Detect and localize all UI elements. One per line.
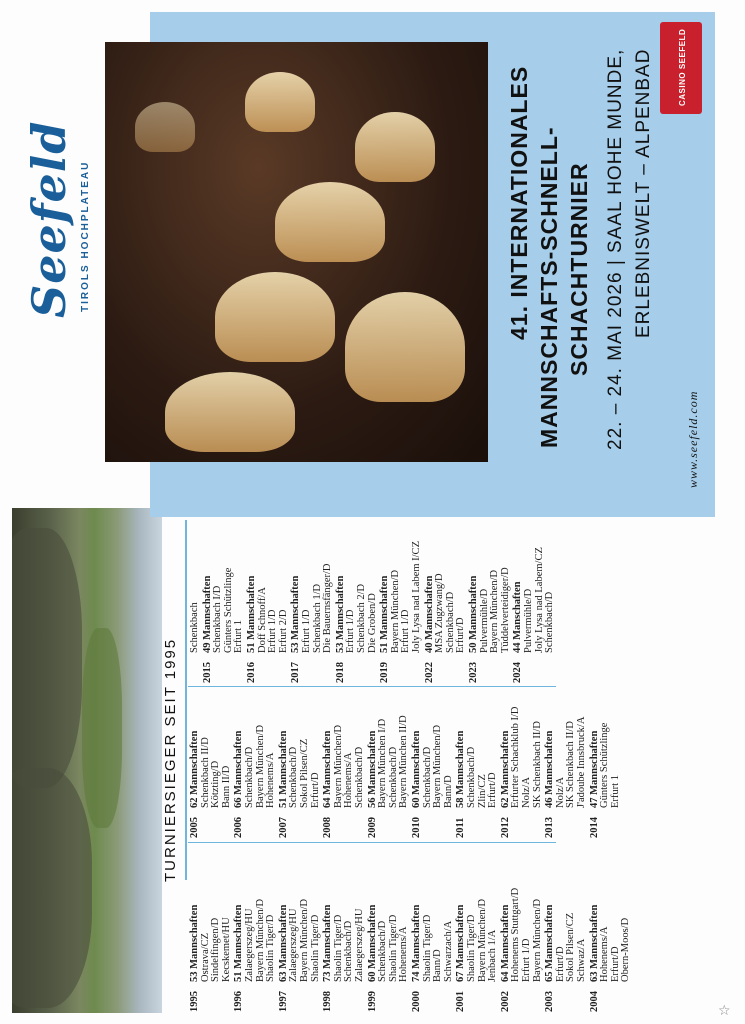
team-name: Nolz/A bbox=[554, 777, 566, 808]
team-count: 67 Mannschaften bbox=[455, 904, 467, 982]
team-count: 60 Mannschaften bbox=[366, 904, 378, 982]
winner-year: 2004 bbox=[588, 991, 600, 1012]
team-name: Schwaz/A bbox=[575, 938, 587, 982]
team-name: Sokol Pilsen/CZ bbox=[565, 912, 577, 982]
team-name: Bayern München/D bbox=[531, 898, 543, 982]
team-name: Bayern München/D bbox=[254, 898, 266, 982]
team-name: Erfurt 1/D bbox=[520, 938, 532, 982]
team-name: Erfurt 1/D bbox=[267, 609, 279, 653]
winner-year: 2024 bbox=[512, 662, 524, 683]
team-name: Schenkbach/D bbox=[387, 746, 399, 808]
team-name: Obern-Moos/D bbox=[620, 917, 632, 982]
team-name: Shaolin Tiger/D bbox=[421, 914, 433, 982]
team-name: Schenkbach/D bbox=[465, 746, 477, 808]
team-count: 51 Mannschaften bbox=[233, 904, 245, 982]
team-name: Schenkbach/D bbox=[353, 746, 365, 808]
team-count: 62 Mannschaften bbox=[189, 730, 200, 808]
team-name: Die Groben/D bbox=[366, 593, 378, 653]
winner-year: 2003 bbox=[544, 991, 556, 1012]
winner-year: 2011 bbox=[455, 817, 467, 838]
team-name: Schenkbach/D bbox=[288, 746, 300, 808]
team-name: Doff Schnoff/A bbox=[256, 587, 268, 653]
team-name: Bann/D bbox=[432, 949, 444, 982]
winner-year: 2012 bbox=[499, 817, 511, 838]
team-name: Schenkbach/D bbox=[377, 920, 389, 982]
team-name: Pulvermühle/D bbox=[522, 588, 534, 653]
team-count: 56 Mannschaften bbox=[366, 730, 378, 808]
event-title-line-2: MANNSCHAFTS-SCHNELL- bbox=[536, 126, 562, 448]
team-name: Zalaegerszeg/HU bbox=[353, 908, 365, 982]
casino-logo-text: CASINO SEEFELD bbox=[678, 28, 687, 106]
team-name: Erfurt 1 bbox=[233, 620, 245, 653]
team-name: Nolz/A bbox=[520, 777, 532, 808]
winner-year: 2001 bbox=[455, 991, 467, 1012]
team-name: Erfurt/D bbox=[487, 772, 499, 808]
winner-year: 1998 bbox=[322, 991, 334, 1012]
winner-year: 1996 bbox=[233, 991, 245, 1012]
team-name: Bayern München/D bbox=[389, 569, 401, 653]
team-name: Sokol Pilsen/CZ bbox=[298, 738, 310, 808]
star-icon: ☆ bbox=[718, 1003, 731, 1019]
team-name: Kecskemet/HU bbox=[220, 917, 232, 982]
team-name: Tüddelverteidiger/D bbox=[499, 567, 511, 653]
team-count: 64 Mannschaften bbox=[322, 730, 334, 808]
team-name: Sindelfingen/D bbox=[210, 917, 222, 982]
winner-year: 2023 bbox=[468, 662, 479, 683]
winners-divider bbox=[185, 520, 187, 880]
team-count: 47 Mannschaften bbox=[588, 730, 600, 808]
winner-year: 2016 bbox=[246, 662, 257, 683]
team-name: Zalaegerszeg/HU bbox=[288, 908, 300, 982]
team-name: Erfurt/D bbox=[309, 772, 321, 808]
team-count: 51 Mannschaften bbox=[379, 575, 391, 653]
team-name: Shaolin Tiger/D bbox=[387, 914, 399, 982]
team-count: 74 Mannschaften bbox=[411, 904, 422, 982]
event-title-line-3: SCHACHTURNIER bbox=[566, 162, 592, 376]
team-name: Schenkbach 1/D bbox=[311, 583, 323, 653]
team-name: Joly Lysa nad Labem I/CZ bbox=[410, 541, 422, 653]
team-name: Bayern München/D bbox=[332, 724, 344, 808]
team-name: Bayern München/D bbox=[476, 898, 488, 982]
winner-year: 2022 bbox=[423, 662, 435, 683]
team-count: 49 Mannschaften bbox=[201, 575, 213, 653]
winners-column-1 bbox=[189, 847, 632, 1012]
team-name: Jenbach 1/A bbox=[487, 929, 499, 982]
team-name: Shaolin Tiger/D bbox=[309, 914, 321, 982]
team-name: Schenkbach/D bbox=[444, 591, 456, 653]
team-name: Joly Lysa nad Labem/CZ bbox=[533, 547, 545, 653]
team-name: MSA Zugzwang/D bbox=[434, 573, 446, 653]
team-name: Bayern München/D bbox=[489, 569, 501, 653]
winner-year: 2017 bbox=[290, 662, 302, 683]
winner-year: 2014 bbox=[588, 817, 600, 838]
team-name: Hohenems/A bbox=[398, 926, 410, 982]
column-divider-1 bbox=[188, 842, 556, 843]
team-name: Schenkbach/D bbox=[421, 746, 433, 808]
team-name: Bayern München I/D bbox=[377, 718, 389, 808]
seefeld-logo: Seefeld bbox=[22, 120, 76, 318]
team-name: Erfurt/D bbox=[554, 946, 566, 982]
chess-photo bbox=[105, 42, 488, 462]
team-name: Bayern München II/D bbox=[398, 715, 410, 808]
winner-year: 2015 bbox=[201, 662, 213, 683]
team-name: Hohenems/A bbox=[265, 752, 277, 808]
team-name: Zlin/CZ bbox=[476, 774, 488, 808]
landscape-photo bbox=[12, 508, 162, 1013]
casino-logo bbox=[660, 22, 702, 114]
team-name: Hohenems/A bbox=[343, 752, 355, 808]
team-count: 51 Mannschaften bbox=[277, 730, 289, 808]
team-name: Die Bauernsfänger/D bbox=[322, 563, 334, 653]
winner-year: 2002 bbox=[499, 991, 511, 1012]
team-count: 64 Mannschaften bbox=[499, 904, 511, 982]
team-name: Schenkbach bbox=[189, 602, 200, 653]
team-name: Erfurt/D bbox=[455, 617, 467, 653]
team-name: Erfurt/D bbox=[609, 946, 621, 982]
event-title-line-1: 41. INTERNATIONALES bbox=[506, 65, 532, 340]
team-name: Bayern München/D bbox=[298, 898, 310, 982]
winner-year: 2007 bbox=[277, 817, 289, 838]
event-date-line-1: 22. – 24. MAI 2026 | SAAL HOHE MUNDE, bbox=[605, 48, 626, 450]
winner-year: 2018 bbox=[334, 662, 346, 683]
team-name: Erfurt 1 bbox=[609, 775, 621, 808]
team-count: 58 Mannschaften bbox=[455, 730, 467, 808]
winner-year: 2000 bbox=[411, 991, 422, 1012]
winner-year: 2008 bbox=[322, 817, 334, 838]
website-url: www.seefeld.com bbox=[686, 390, 700, 488]
winner-year: 1999 bbox=[366, 991, 378, 1012]
team-name: Bayern München/D bbox=[432, 724, 444, 808]
team-name: Schenkbach/D bbox=[343, 920, 355, 982]
team-name: Bann II/D bbox=[220, 765, 232, 808]
team-name: Erfurt 1/D bbox=[300, 609, 312, 653]
team-name: Erfurter Schachklub I/D bbox=[510, 706, 522, 808]
team-count: 63 Mannschaften bbox=[277, 904, 289, 982]
team-name: Bayern München/D bbox=[254, 724, 266, 808]
team-name: Hohenems/A bbox=[599, 926, 611, 982]
team-name: Günters Schützlinge bbox=[599, 722, 611, 808]
team-count: 50 Mannschaften bbox=[468, 575, 479, 653]
team-name: J'adoube Innsbruck/A bbox=[575, 716, 587, 808]
team-count: 62 Mannschaften bbox=[499, 730, 511, 808]
team-count: 46 Mannschaften bbox=[544, 730, 556, 808]
winner-year: 2009 bbox=[366, 817, 378, 838]
winner-year: 2010 bbox=[411, 817, 422, 838]
team-name: Schwarzach/A bbox=[442, 920, 454, 982]
team-name: Shaolin Tiger/D bbox=[332, 914, 344, 982]
team-count: 66 Mannschaften bbox=[233, 730, 245, 808]
team-name: Schenkbach I/D bbox=[212, 585, 224, 653]
team-name: Bann/D bbox=[442, 775, 454, 808]
winner-year: 1997 bbox=[277, 991, 289, 1012]
team-count: 53 Mannschaften bbox=[334, 575, 346, 653]
team-count: 65 Mannschaften bbox=[544, 904, 556, 982]
team-name: Erfurt 1/D bbox=[345, 609, 357, 653]
team-count: 40 Mannschaften bbox=[423, 575, 435, 653]
team-count: 63 Mannschaften bbox=[588, 904, 600, 982]
team-name: Kötzting/D bbox=[210, 760, 222, 808]
column-divider-2 bbox=[188, 686, 556, 687]
team-count: 60 Mannschaften bbox=[411, 730, 422, 808]
team-count: 73 Mannschaften bbox=[322, 904, 334, 982]
team-name: Shaolin Tiger/D bbox=[265, 914, 277, 982]
winner-year: 2013 bbox=[544, 817, 556, 838]
team-name: Hohenems Stuttgart/D bbox=[510, 887, 522, 982]
team-name: Zalaegerszeg/HU bbox=[243, 908, 255, 982]
winner-year: 2005 bbox=[189, 817, 200, 838]
team-name: Schenkbach/D bbox=[243, 746, 255, 808]
winner-year: 2019 bbox=[379, 662, 391, 683]
team-count: 53 Mannschaften bbox=[189, 904, 200, 982]
event-date-line-2: ERLEBNISWELT – ALPENBAD bbox=[633, 48, 654, 338]
seefeld-tagline: TIROLS HOCHPLATEAU bbox=[80, 160, 91, 312]
team-name: Erfurt 1/D bbox=[400, 609, 412, 653]
team-name: Schenkbach 2/D bbox=[355, 583, 367, 653]
team-name: Erfurt 2/D bbox=[277, 609, 289, 653]
team-name: SK Schenkbach II/D bbox=[565, 721, 577, 808]
team-name: SK Schenkbach II/D bbox=[531, 721, 543, 808]
team-count: 53 Mannschaften bbox=[290, 575, 302, 653]
team-name: Shaolin Tiger/D bbox=[465, 914, 477, 982]
team-name: Günters Schützlinge bbox=[222, 567, 234, 653]
team-name: Pulvermühle/D bbox=[478, 588, 490, 653]
winners-title: TURNIERSIEGER SEIT 1995 bbox=[162, 637, 179, 882]
team-name: Schenkbach II/D bbox=[199, 737, 211, 808]
team-name: Schenkbach/D bbox=[544, 591, 556, 653]
team-name: Ostrava/CZ bbox=[199, 933, 211, 982]
winner-year: 2006 bbox=[233, 817, 245, 838]
team-count: 44 Manschaften bbox=[512, 581, 524, 653]
winner-year: 1995 bbox=[189, 991, 200, 1012]
winners-column-3 bbox=[190, 533, 560, 683]
winners-column-2 bbox=[189, 688, 621, 838]
team-count: 51 Mannschaften bbox=[246, 575, 257, 653]
